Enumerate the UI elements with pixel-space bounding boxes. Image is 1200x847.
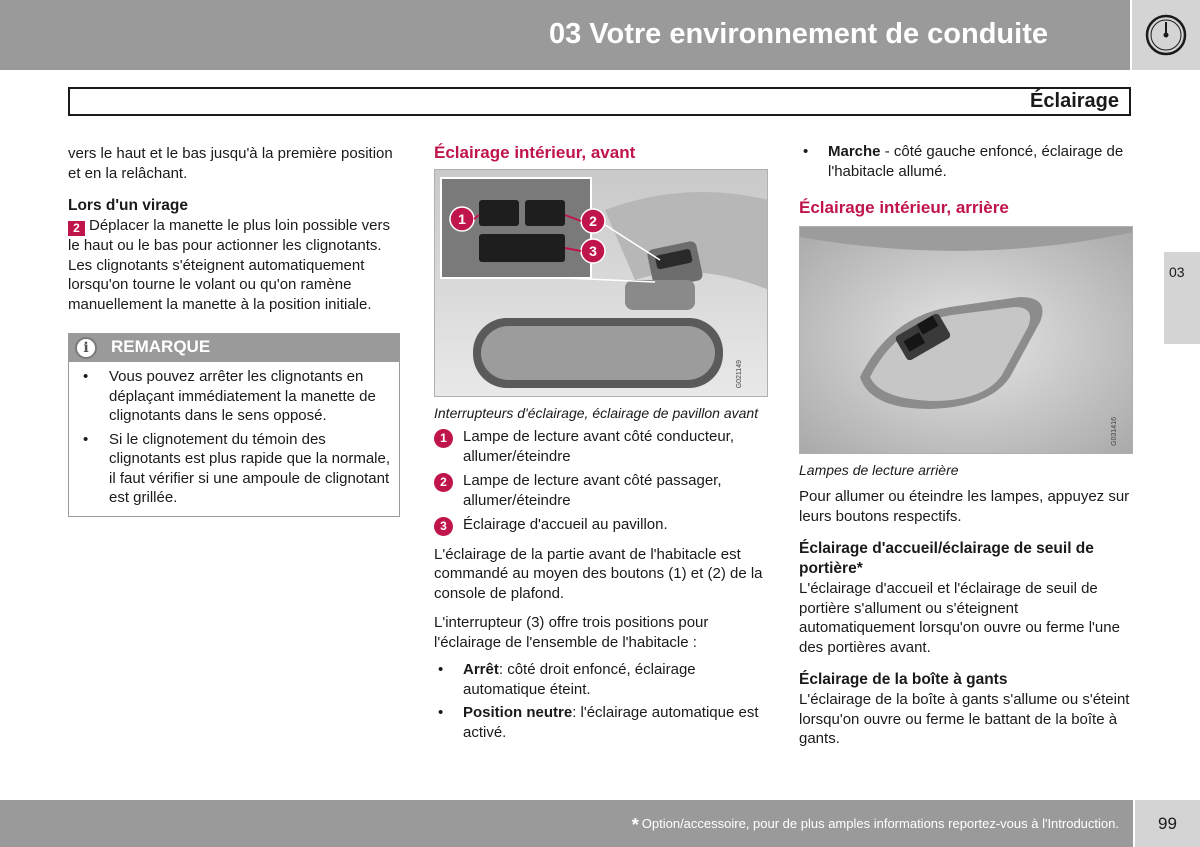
asterisk: * (631, 815, 639, 835)
column-right (799, 142, 1131, 749)
section-title: Éclairage (1030, 90, 1119, 112)
callout-2: 2 (589, 213, 597, 229)
callout-1: 1 (458, 211, 466, 227)
number-badge: 2 (434, 473, 453, 492)
front-photo-caption: Interrupteurs d'éclairage, éclairage de pavillon avant (434, 405, 759, 421)
bullet-item (434, 703, 769, 742)
accueil-paragraph: L'éclairage d'accueil et l'éclairage de seuil de portière s'allument ou s'éteignent automatiquement lorsqu'on ouvre ou ferme l'une des portières avant. (799, 580, 1120, 656)
bullet-term: Arrêt (463, 661, 499, 678)
section-title-box (68, 87, 1131, 116)
numbered-item-text: Éclairage d'accueil au pavillon. (463, 516, 668, 533)
rear-photo-caption: Lampes de lecture arrière (799, 462, 959, 478)
header-icon-box (1132, 0, 1200, 70)
numbered-item (434, 471, 769, 510)
speedometer-icon (1144, 13, 1188, 57)
bullet-term: Marche (828, 143, 881, 160)
glovebox-paragraph: L'éclairage de la boîte à gants s'allume ou s'éteint lorsqu'on ouvre ou ferme le battant de la boîte à gants. (799, 691, 1130, 747)
front-lighting-heading: Éclairage intérieur, avant (434, 143, 636, 162)
rear-paragraph: Pour allumer ou éteindre les lampes, appuyez sur leurs boutons respectifs. (799, 488, 1130, 525)
note-item: • Vous pouvez arrêter les clignotants en déplaçant immédiatement la manette de clignotants dans le sens opposé. (69, 367, 399, 426)
note-header (69, 334, 399, 362)
numbered-item (434, 427, 769, 466)
turn-paragraph (68, 216, 400, 314)
turn-heading: Lors d'un virage (68, 197, 188, 214)
glovebox-heading: Éclairage de la boîte à gants (799, 671, 1008, 688)
image-code: G021149 (735, 360, 743, 389)
numbered-item-text: Lampe de lecture avant côté passager, allumer/éteindre (463, 472, 722, 509)
footer-bar (0, 800, 1133, 847)
note-list (69, 367, 399, 508)
image-code: G031416 (1110, 417, 1118, 446)
column-left (68, 144, 400, 517)
intro-paragraph: vers le haut et le bas jusqu'à la première position et en la relâchant. (68, 145, 393, 182)
footer-note-text: Option/accessoire, pour de plus amples informations reportez-vous à l'Introduction. (641, 816, 1119, 831)
bullet-item (799, 142, 1131, 181)
step-badge: 2 (68, 221, 85, 236)
number-badge: 3 (434, 517, 453, 536)
info-icon: i (75, 337, 97, 359)
number-badge: 1 (434, 429, 453, 448)
rear-lighting-heading: Éclairage intérieur, arrière (799, 198, 1009, 217)
footer-note (632, 815, 1119, 836)
chapter-side-tab: 03 (1164, 252, 1200, 344)
numbered-item-text: Lampe de lecture avant côté conducteur, allumer/éteindre (463, 428, 735, 465)
chapter-title: 03 Votre environnement de conduite (548, 18, 1048, 50)
bullet-term: Position neutre (463, 704, 573, 721)
header-bar (0, 0, 1130, 70)
rear-lamps-photo (799, 226, 1133, 454)
switch-positions-list (434, 660, 769, 742)
bullet-text: - côté gauche enfoncé, éclairage de l'habitacle allumé. (828, 143, 1124, 180)
numbered-item (434, 515, 769, 535)
callout-3: 3 (589, 243, 597, 259)
turn-text: Déplacer la manette le plus loin possible vers le haut ou le bas pour actionner les clignotants. Les clignotants s'éteignent automatiquement lorsqu'on tourne le volant ou qu'on ramène manuellement la manette à la position initiale. (68, 217, 390, 313)
note-box (68, 333, 400, 517)
bullet-text: : l'éclairage automatique est activé. (463, 704, 759, 741)
bullet-item (434, 660, 769, 699)
front-paragraph-1: L'éclairage de la partie avant de l'habitacle est commandé au moyen des boutons (1) et (2) de la console de plafond. (434, 545, 763, 602)
page-number: 99 (1135, 800, 1200, 847)
note-label: REMARQUE (111, 337, 211, 356)
accueil-heading: Éclairage d'accueil/éclairage de seuil de portière* (799, 540, 1094, 577)
front-switches-photo (434, 169, 768, 397)
bullet-text: : côté droit enfoncé, éclairage automatique éteint. (463, 661, 696, 698)
note-item: • Si le clignotement du témoin des clignotants est plus rapide que la normale, il faut vérifier si une ampoule de clignotant est grillée. (69, 430, 399, 508)
column-middle (434, 142, 769, 742)
numbered-list (434, 427, 769, 535)
front-paragraph-2: L'interrupteur (3) offre trois positions pour l'éclairage de l'ensemble de l'habitacle : (434, 614, 709, 651)
